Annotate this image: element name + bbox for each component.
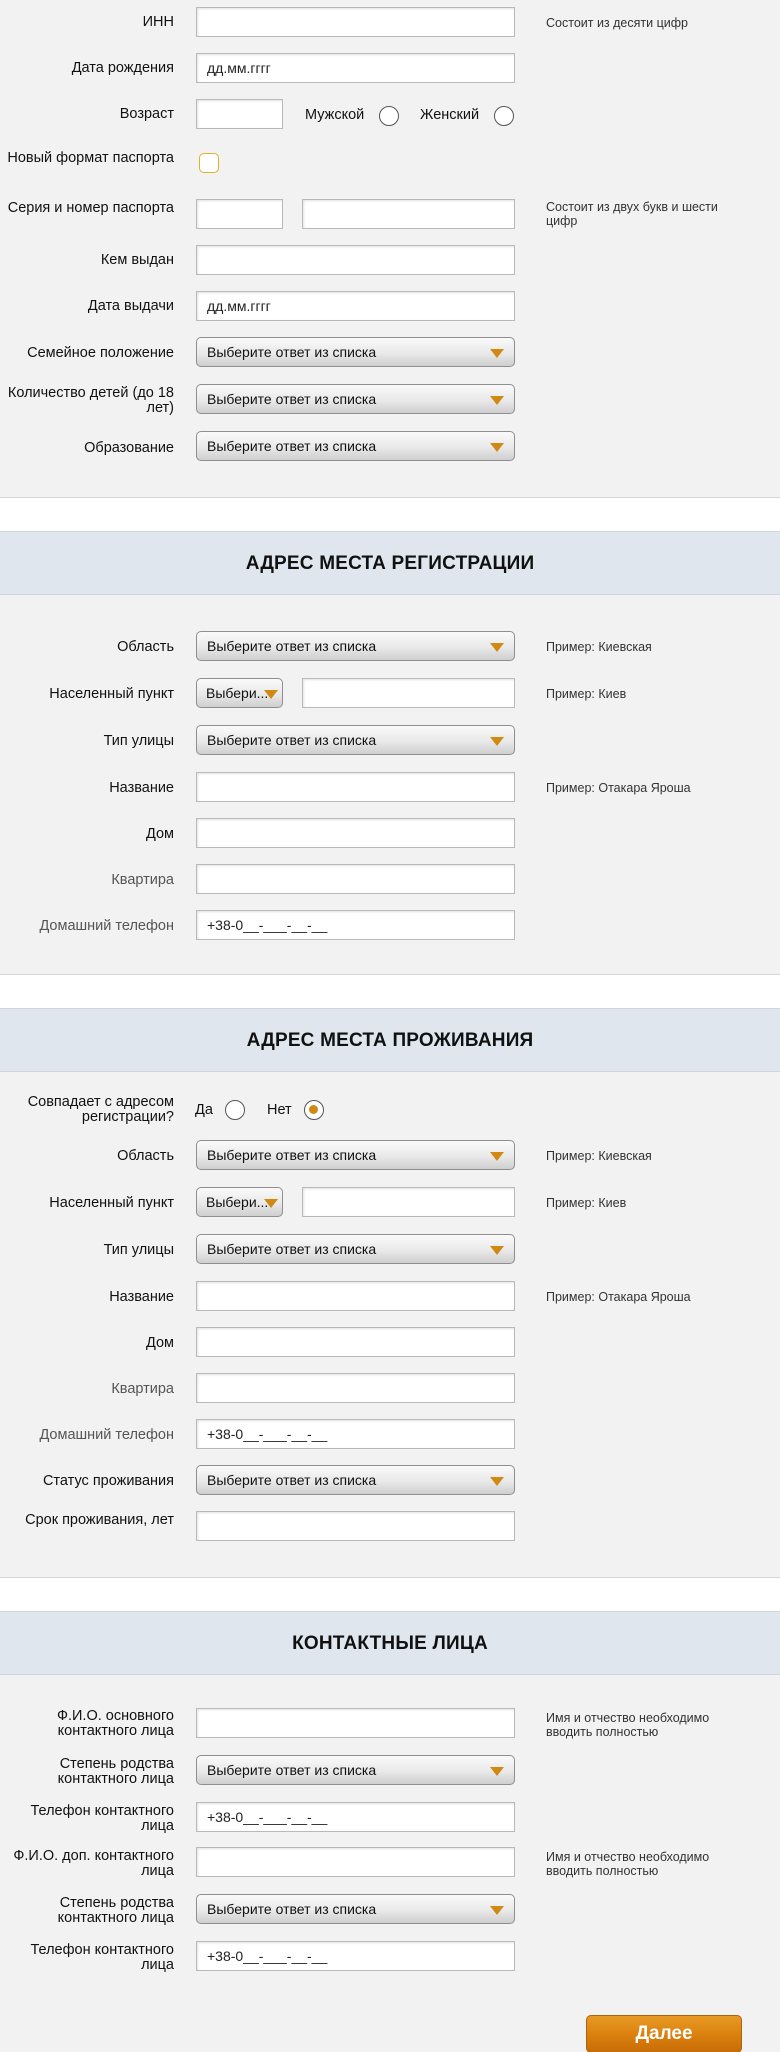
res-street-type-value: Выберите ответ из списка xyxy=(207,1241,377,1257)
extra-relation-label: Степень родства контактного лица xyxy=(57,1895,174,1926)
extra-relation-select[interactable] xyxy=(196,1894,515,1924)
res-locality-select[interactable] xyxy=(196,1187,283,1217)
no-radio[interactable] xyxy=(304,1100,324,1120)
chevron-down-icon xyxy=(490,1906,504,1915)
res-street-type-select[interactable] xyxy=(196,1234,515,1264)
reg-apartment-label: Квартира xyxy=(111,872,174,888)
res-street-type-label: Тип улицы xyxy=(103,1242,174,1258)
res-region-hint: Пример: Киевская xyxy=(546,1149,652,1163)
chevron-down-icon xyxy=(490,443,504,452)
inn-label: ИНН xyxy=(142,14,174,30)
passport-hint: Состоит из двух букв и шести цифр xyxy=(546,200,718,228)
residence-title: АДРЕС МЕСТА ПРОЖИВАНИЯ xyxy=(0,1008,780,1072)
registration-title: АДРЕС МЕСТА РЕГИСТРАЦИИ xyxy=(0,531,780,595)
res-street-name-label: Название xyxy=(109,1289,174,1305)
yes-label: Да xyxy=(195,1102,213,1118)
res-house-input[interactable] xyxy=(196,1327,515,1357)
duration-label: Срок проживания, лет xyxy=(25,1512,174,1528)
res-street-name-hint: Пример: Отакара Яроша xyxy=(546,1290,691,1304)
reg-locality-label: Населенный пункт xyxy=(49,686,174,702)
status-label: Статус проживания xyxy=(42,1473,174,1489)
res-locality-input[interactable] xyxy=(302,1187,515,1217)
reg-phone-input[interactable]: +38-0__-___-__-__ xyxy=(196,910,515,940)
main-phone-input[interactable]: +38-0__-___-__-__ xyxy=(196,1802,515,1832)
reg-phone-label: Домашний телефон xyxy=(39,918,174,934)
children-select-value: Выберите ответ из списка xyxy=(207,391,377,407)
divider xyxy=(0,497,780,498)
chevron-down-icon xyxy=(490,1246,504,1255)
res-house-label: Дом xyxy=(145,1335,174,1351)
res-region-label: Область xyxy=(117,1148,174,1164)
inn-input[interactable] xyxy=(196,7,515,37)
birthdate-label: Дата рождения xyxy=(71,60,174,76)
children-select[interactable] xyxy=(196,384,515,414)
reg-street-name-hint: Пример: Отакара Яроша xyxy=(546,781,691,795)
reg-locality-select-value: Выбери... xyxy=(206,685,269,701)
education-select-value: Выберите ответ из списка xyxy=(207,438,377,454)
extra-phone-input[interactable]: +38-0__-___-__-__ xyxy=(196,1941,515,1971)
extra-relation-value: Выберите ответ из списка xyxy=(207,1901,377,1917)
main-relation-label: Степень родства контактного лица xyxy=(57,1756,174,1787)
chevron-down-icon xyxy=(490,396,504,405)
issued-by-label: Кем выдан xyxy=(100,252,174,268)
extra-phone-label: Телефон контактного лица xyxy=(30,1942,174,1973)
main-name-input[interactable] xyxy=(196,1708,515,1738)
reg-street-type-value: Выберите ответ из списка xyxy=(207,732,377,748)
chevron-down-icon xyxy=(490,737,504,746)
extra-name-hint: Имя и отчество необходимо вводить полностью xyxy=(546,1850,710,1878)
reg-house-label: Дом xyxy=(145,826,174,842)
chevron-down-icon xyxy=(264,1199,278,1208)
res-region-value: Выберите ответ из списка xyxy=(207,1147,377,1163)
marital-label: Семейное положение xyxy=(27,345,174,361)
chevron-down-icon xyxy=(490,643,504,652)
main-name-label: Ф.И.О. основного контактного лица xyxy=(56,1708,174,1739)
reg-region-value: Выберите ответ из списка xyxy=(207,638,377,654)
male-label: Мужской xyxy=(305,107,365,123)
new-passport-checkbox[interactable] xyxy=(199,153,219,173)
male-radio[interactable] xyxy=(379,106,399,126)
issue-date-label: Дата выдачи xyxy=(87,298,174,314)
section-gap xyxy=(0,498,780,531)
reg-region-hint: Пример: Киевская xyxy=(546,640,652,654)
res-phone-label: Домашний телефон xyxy=(39,1427,174,1443)
female-radio[interactable] xyxy=(494,106,514,126)
female-label: Женский xyxy=(420,107,480,123)
duration-input[interactable] xyxy=(196,1511,515,1541)
extra-name-label: Ф.И.О. доп. контактного лица xyxy=(13,1848,174,1879)
marital-select[interactable] xyxy=(196,337,515,367)
reg-locality-select[interactable] xyxy=(196,678,283,708)
res-locality-hint: Пример: Киев xyxy=(546,1196,627,1210)
section-gap xyxy=(0,975,780,1008)
res-region-select[interactable] xyxy=(196,1140,515,1170)
res-phone-input[interactable]: +38-0__-___-__-__ xyxy=(196,1419,515,1449)
main-relation-select[interactable] xyxy=(196,1755,515,1785)
passport-series-input[interactable] xyxy=(196,199,283,229)
divider xyxy=(0,1577,780,1578)
inn-hint: Состоит из десяти цифр xyxy=(546,16,688,30)
chevron-down-icon xyxy=(490,1152,504,1161)
contacts-title: КОНТАКТНЫЕ ЛИЦА xyxy=(0,1611,780,1675)
education-label: Образование xyxy=(84,440,174,456)
education-select[interactable] xyxy=(196,431,515,461)
status-select-value: Выберите ответ из списка xyxy=(207,1472,377,1488)
divider xyxy=(0,974,780,975)
reg-locality-hint: Пример: Киев xyxy=(546,687,627,701)
res-locality-label: Населенный пункт xyxy=(49,1195,174,1211)
reg-house-input[interactable] xyxy=(196,818,515,848)
reg-street-name-label: Название xyxy=(109,780,174,796)
reg-apartment-input[interactable] xyxy=(196,864,515,894)
main-relation-value: Выберите ответ из списка xyxy=(207,1762,377,1778)
yes-radio[interactable] xyxy=(225,1100,245,1120)
main-phone-label: Телефон контактного лица xyxy=(30,1803,174,1834)
birthdate-input[interactable]: дд.мм.гггг xyxy=(196,53,515,83)
reg-locality-input[interactable] xyxy=(302,678,515,708)
new-passport-label: Новый формат паспорта xyxy=(7,150,174,166)
status-select[interactable] xyxy=(196,1465,515,1495)
res-apartment-label: Квартира xyxy=(111,1381,174,1397)
same-address-label: Совпадает с адресом регистрации? xyxy=(27,1094,174,1125)
reg-street-type-label: Тип улицы xyxy=(103,733,174,749)
res-apartment-input[interactable] xyxy=(196,1373,515,1403)
passport-label: Серия и номер паспорта xyxy=(7,200,174,216)
passport-number-input[interactable] xyxy=(302,199,515,229)
reg-region-label: Область xyxy=(117,639,174,655)
main-name-hint: Имя и отчество необходимо вводить полностью xyxy=(546,1711,710,1739)
chevron-down-icon xyxy=(490,1477,504,1486)
children-label: Количество детей (до 18 лет) xyxy=(7,385,174,416)
marital-select-value: Выберите ответ из списка xyxy=(207,344,377,360)
res-locality-select-value: Выбери... xyxy=(206,1194,269,1210)
age-label: Возраст xyxy=(119,106,174,122)
section-gap xyxy=(0,1578,780,1611)
issued-by-input[interactable] xyxy=(196,245,515,275)
no-label: Нет xyxy=(267,1102,292,1118)
chevron-down-icon xyxy=(490,349,504,358)
reg-region-select[interactable] xyxy=(196,631,515,661)
reg-street-type-select[interactable] xyxy=(196,725,515,755)
res-street-name-input[interactable] xyxy=(196,1281,515,1311)
age-input[interactable] xyxy=(196,99,283,129)
issue-date-input[interactable]: дд.мм.гггг xyxy=(196,291,515,321)
chevron-down-icon xyxy=(490,1767,504,1776)
extra-name-input[interactable] xyxy=(196,1847,515,1877)
chevron-down-icon xyxy=(264,690,278,699)
reg-street-name-input[interactable] xyxy=(196,772,515,802)
next-button[interactable]: Далее xyxy=(586,2015,742,2052)
